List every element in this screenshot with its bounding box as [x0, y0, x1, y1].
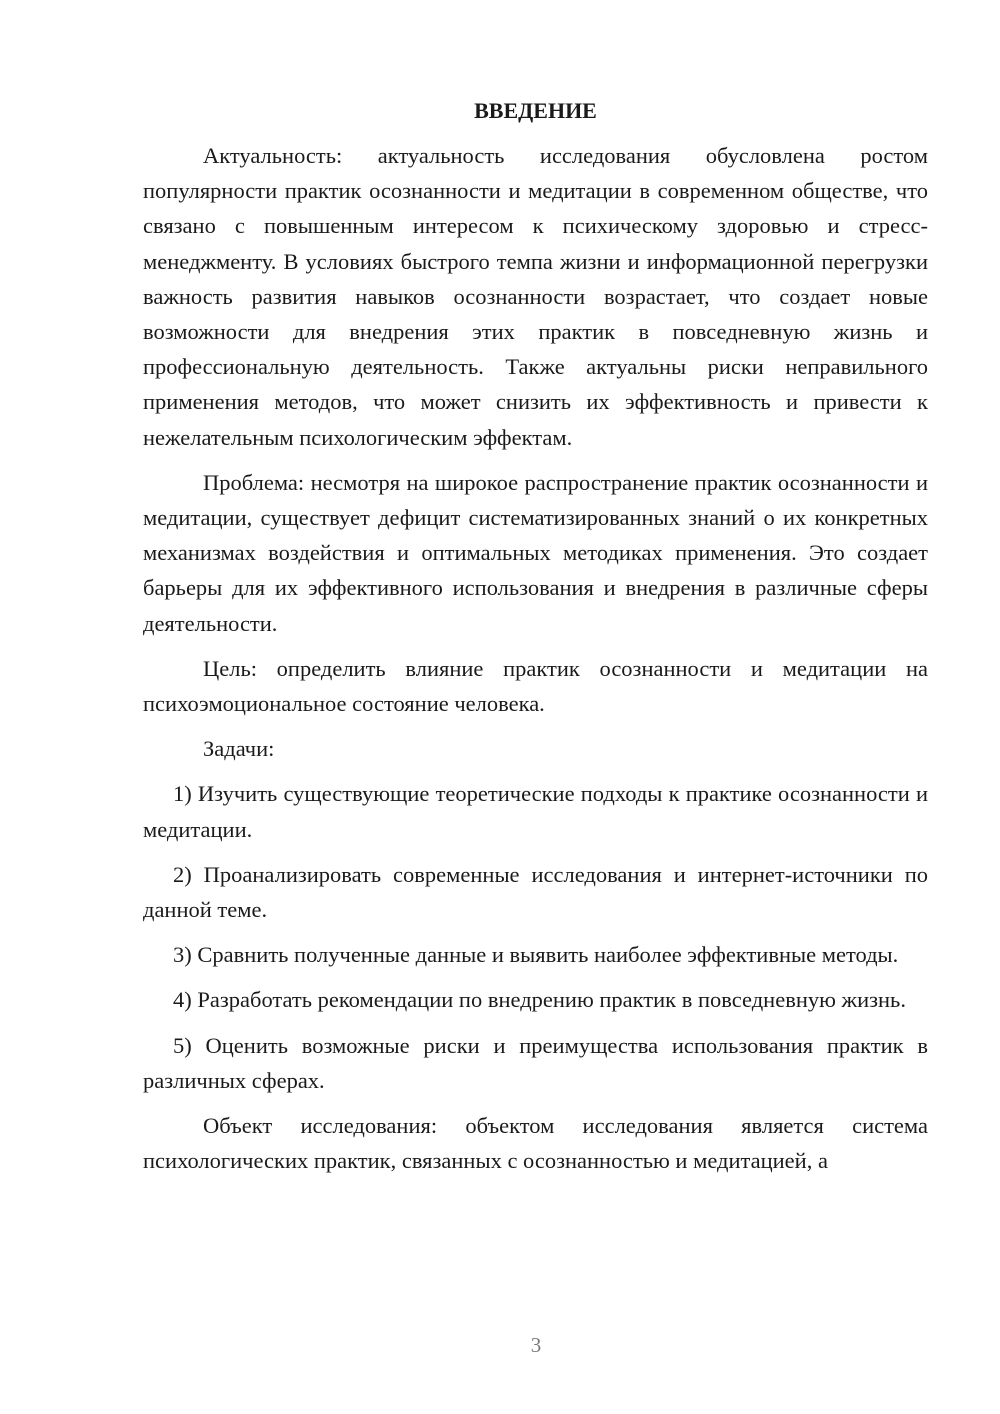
tasks-heading: Задачи:	[203, 736, 275, 762]
goal-paragraph: Цель: определить влияние практик осознанности и медитации на психоэмоциональное состояние человека.	[143, 655, 928, 717]
document-page	[143, 93, 928, 1188]
task-item-1: 1) Изучить существующие теоретические подходы к практике осознанности и медитации.	[143, 781, 928, 842]
problem-paragraph: Проблема: несмотря на широкое распространение практик осознанности и медитации, существует дефицит систематизированных знаний о их конкретных механизмах воздействия и оптимальных методиках применения. Это создает барьеры для их эффективного использования и внедрения в различные сферы деятельности.	[143, 469, 928, 636]
page-title: ВВЕДЕНИЕ	[474, 98, 597, 123]
page-number: 3	[530, 1333, 542, 1357]
task-item-4: 4) Разработать рекомендации по внедрению практик в повседневную жизнь.	[173, 987, 906, 1013]
task-item-2: 2) Проанализировать современные исследования и интернет-источники по данной теме.	[143, 861, 928, 923]
object-paragraph: Объект исследования: объектом исследования является система психологических практик, связанных с осознанностью и медитацией, а	[143, 1113, 928, 1174]
task-item-5: 5) Оценить возможные риски и преимущества использования практик в различных сферах.	[143, 1032, 928, 1093]
relevance-paragraph: Актуальность: актуальность исследования обусловлена ростом популярности практик осознанности и медитации в современном обществе, что связано с повышенным интересом к психическому здоровью и стресс-менеджменту. В условиях быстрого темпа жизни и информационной перегрузки важность развития навыков осознанности возрастает, что создает новые возможности для внедрения этих практик в повседневную жизнь и профессиональную деятельность. Также актуальны риски неправильного применения методов, что может снизить их эффективность и привести к нежелательным психологическим эффектам.	[143, 143, 928, 450]
task-item-3: 3) Сравнить полученные данные и выявить наиболее эффективные методы.	[173, 942, 899, 968]
